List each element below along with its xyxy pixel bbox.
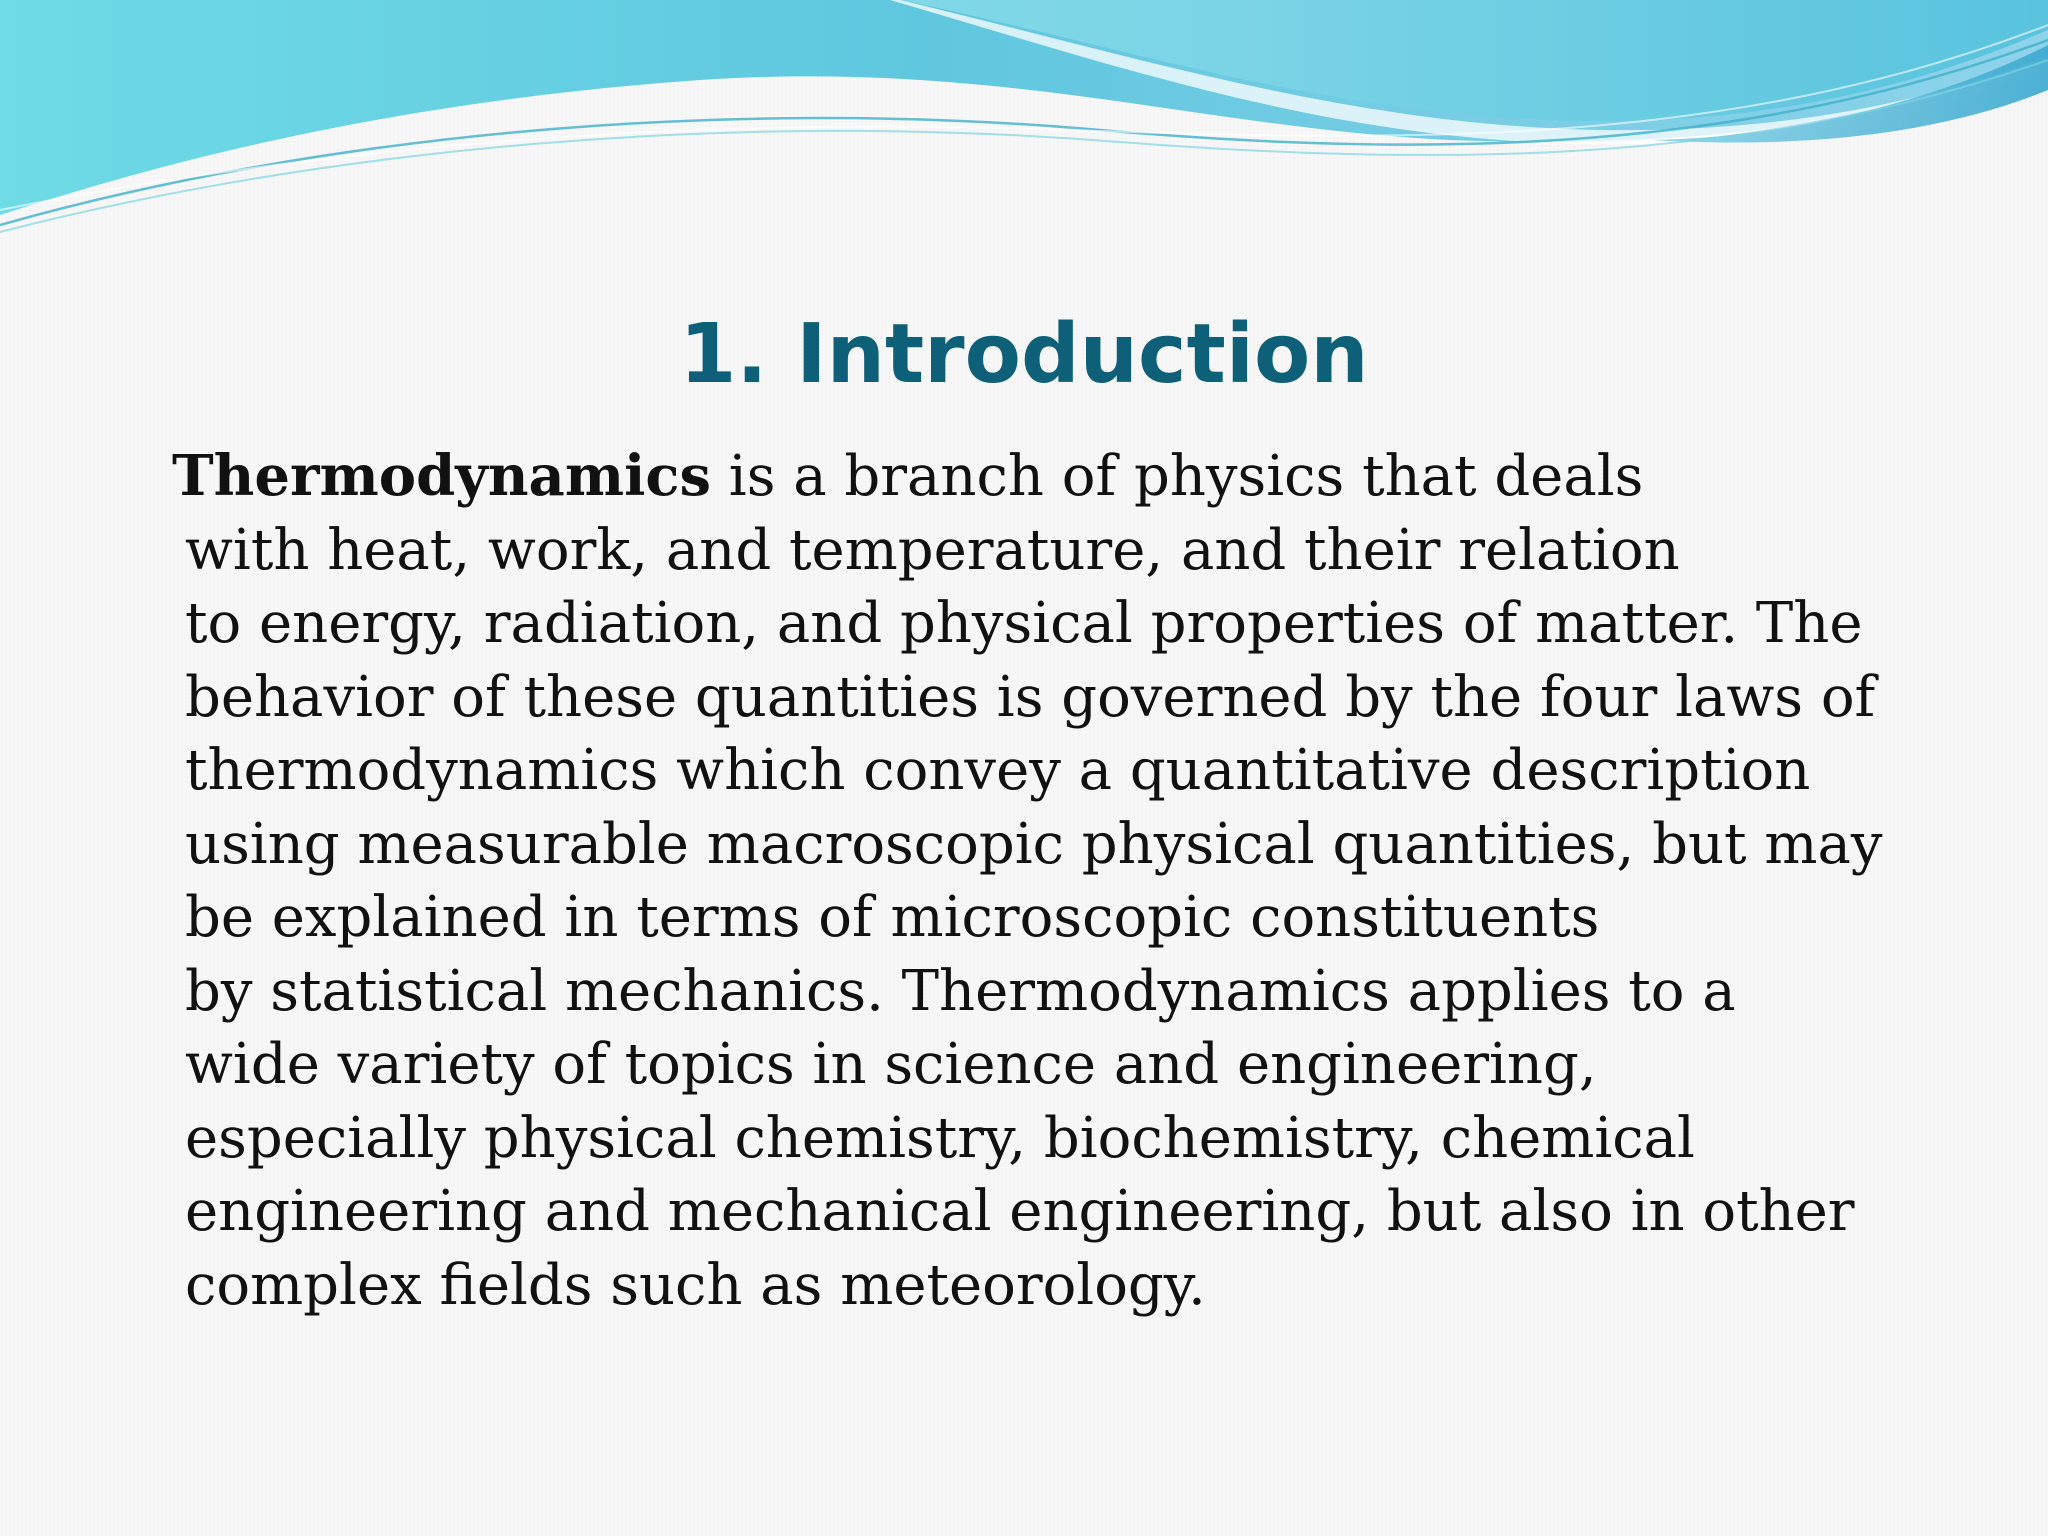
wave-header-decoration (0, 0, 2048, 240)
body-paragraph (172, 440, 1942, 1322)
body-line: engineering and mechanical engineering, but also in other (185, 1179, 1855, 1244)
body-line: to energy, radiation, and physical properties of matter. The (185, 591, 1863, 656)
body-line: thermodynamics which convey a quantitative description (185, 738, 1811, 803)
body-line: wide variety of topics in science and engineering, (185, 1032, 1597, 1097)
body-line: with heat, work, and temperature, and their relation (185, 517, 1680, 583)
term-thermodynamics: Thermodynamics (172, 443, 711, 509)
slide-title: 1. Introduction (679, 307, 1369, 402)
body-line: especially physical chemistry, biochemistry, chemical (185, 1105, 1695, 1171)
body-line-1 (172, 440, 1942, 514)
body-line: complex fields such as meteorology. (185, 1252, 1206, 1318)
body-line: using measurable macroscopic physical quantities, but may (185, 811, 1883, 877)
body-line: be explained in terms of microscopic constituents (185, 885, 1600, 950)
body-line: behavior of these quantities is governed by the four laws of (185, 664, 1876, 730)
body-line: by statistical mechanics. Thermodynamics applies to a (185, 958, 1736, 1024)
body-line-1-rest: is a branch of physics that deals (710, 444, 1644, 509)
